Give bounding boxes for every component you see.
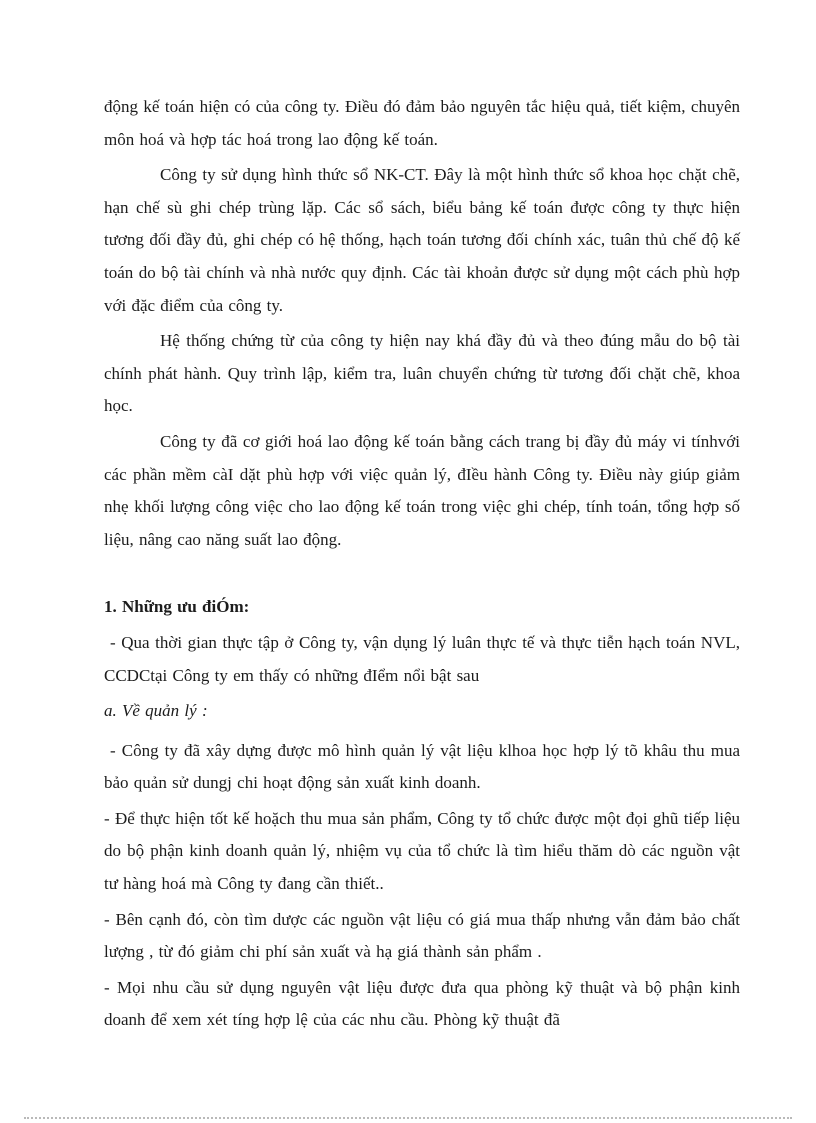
paragraph-management-model: - Công ty đã xây dựng được mô hình quản lý vật liệu klhoa học hợp lý tõ khâu thu mua bảo quản sử dungj chi hoạt động sản xuất kinh doanh.: [104, 740, 740, 793]
paragraph-internship-summary: - Qua thời gian thực tập ở Công ty, vận dụng lý luân thực tế và thực tiễn hạch toán NVL, CCDCtại Công ty em thấy có những đIểm nổi bật sau: [104, 632, 740, 685]
text-block: [104, 91, 740, 1040]
paragraph-accounting-form: Công ty sử dụng hình thức sổ NK-CT. Đây là một hình thức sổ khoa học chặt chẽ, hạn chế sù ghi chép trùng lặp. Các sổ sách, biểu bảng kế toán được công ty thực hiện tương đối đầy đủ, ghi chép có hệ thống, hạch toán tương đối chính xác, tuân thủ chế độ kế toán do bộ tài chính và nhà nước quy định. Các tài khoản được sử dụng một cách phù hợp với đặc điểm của công ty.: [104, 165, 740, 315]
paragraph-continued: động kế toán hiện có của công ty. Điều đó đảm bảo nguyên tắc hiệu quả, tiết kiệm, chuyên môn hoá và hợp tác hoá trong lao động kế toán.: [104, 97, 740, 149]
section-heading-advantages: 1. Những ưu điÓm:: [104, 597, 250, 617]
paragraph-material-sources: - Bên cạnh đó, còn tìm dược các nguồn vật liệu có giá mua thấp nhưng vẫn đảm bảo chất lượng , từ đó giảm chi phí sản xuất và hạ giá thành sản phẩm .: [104, 909, 740, 962]
paragraph-material-requests: - Mọi nhu cầu sử dụng nguyên vật liệu được đưa qua phòng kỹ thuật và bộ phận kinh doanh để xem xét tíng hợp lệ của các nhu cầu. Phòng kỹ thuật đã: [104, 977, 740, 1030]
paragraph-purchasing-team: - Để thực hiện tốt kế hoặch thu mua sản phẩm, Công ty tổ chức được một đọi ghũ tiếp liệu do bộ phận kinh doanh quản lý, nhiệm vụ của tổ chức là tìm hiểu thăm dò các nguồn vật tư hàng hoá mà Công ty đang cần thiết..: [104, 808, 740, 894]
paragraph-voucher-system: Hệ thống chứng từ của công ty hiện nay khá đầy đủ và theo đúng mẫu do bộ tài chính phát hành. Quy trình lập, kiểm tra, luân chuyển chứng từ tương đối chặt chẽ, khoa học.: [104, 331, 740, 416]
subheading-management: a. Về quản lý :: [104, 701, 208, 721]
page-break-dotted-line: [24, 1117, 792, 1119]
paragraph-computerization: Công ty đã cơ giới hoá lao động kế toán bằng cách trang bị đầy đủ máy vi tínhvới các phần mềm càI dặt phù hợp với việc quản lý, đIều hành Công ty. Điều này giúp giảm nhẹ khối lượng công việc cho lao động kế toán trong việc ghi chép, tính toán, tổng hợp số liệu, nâng cao năng suất lao động.: [104, 431, 740, 549]
